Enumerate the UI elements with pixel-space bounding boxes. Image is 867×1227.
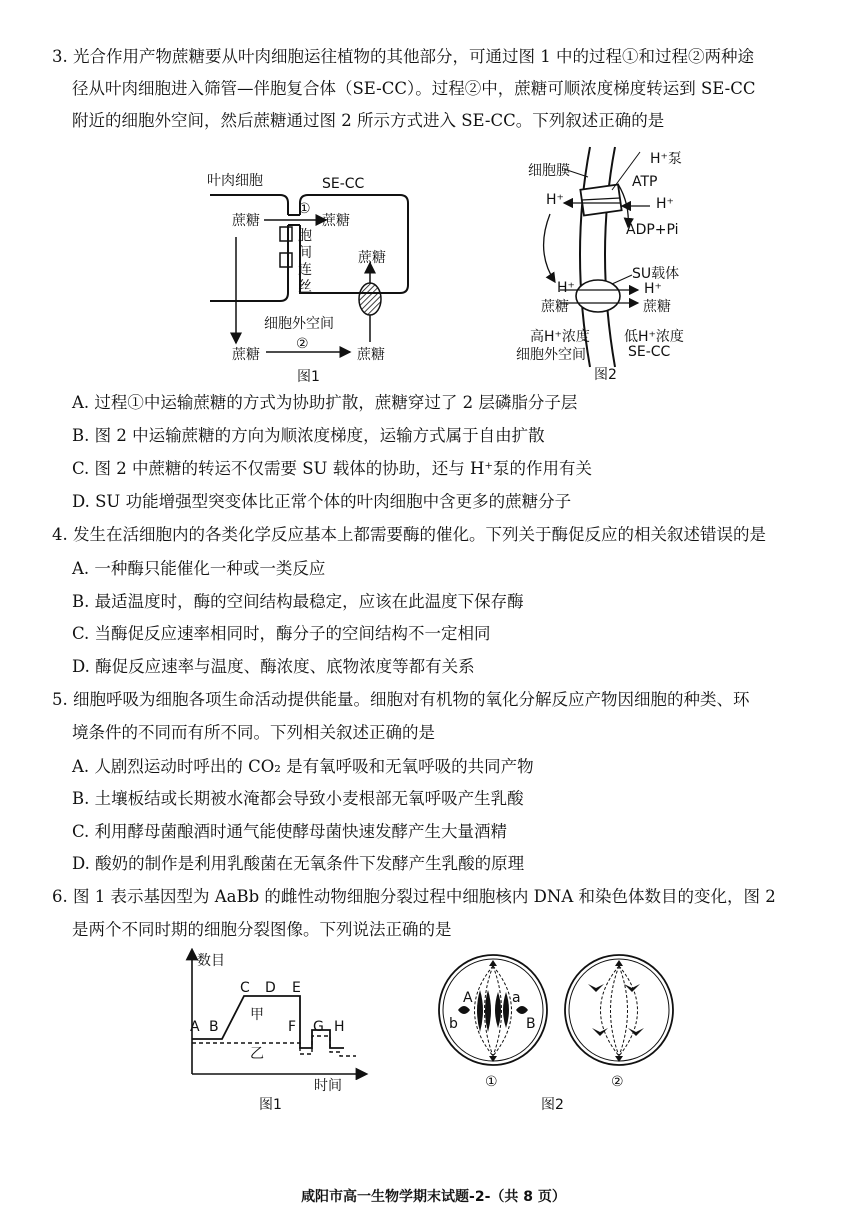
high-h-label: 高H⁺浓度: [530, 329, 590, 345]
point-a-label: A: [190, 1019, 200, 1035]
q4-stem-line-1: 4. 发生在活细胞内的各类化学反应基本上都需要酶的催化。下列关于酶促反应的相关叙述错误的是: [52, 525, 766, 544]
membrane-label: 细胞膜: [528, 163, 570, 179]
secc-label: SE-CC: [628, 344, 671, 360]
q4-option-c: C. 当酶促反应速率相同时，酶分子的空间结构不一定相同: [72, 624, 491, 643]
q3-option-d: D. SU 功能增强型突变体比正常个体的叶肉细胞中含更多的蔗糖分子: [72, 492, 572, 511]
graph-x-label: 时间: [314, 1078, 342, 1094]
sucrose-label: 蔗糖: [322, 213, 350, 229]
q5-option-c: C. 利用酵母菌酿酒时通气能使酵母菌快速发酵产生大量酒精: [72, 822, 508, 841]
point-b-label: B: [209, 1019, 219, 1035]
q6-stem-line-1: 6. 图 1 表示基因型为 AaBb 的雌性动物细胞分裂过程中细胞核内 DNA 和染色体数目的变化，图 2: [52, 887, 776, 906]
q3-stem-line-1: 3. 光合作用产物蔗糖要从叶肉细胞运往植物的其他部分，可通过图 1 中的过程①和过程②两种途: [52, 47, 754, 66]
su-carrier-hatched: [359, 283, 381, 315]
q5-option-a: A. 人剧烈运动时呼出的 CO₂ 是有氧呼吸和无氧呼吸的共同产物: [72, 757, 534, 776]
q5-option-b: B. 土壤板结或长期被水淹都会导致小麦根部无氧呼吸产生乳酸: [72, 789, 524, 808]
h-plus-label: H⁺: [644, 281, 662, 297]
gene-a-lower: a: [512, 990, 521, 1006]
cell-2-label: ②: [611, 1074, 624, 1090]
point-h-label: H: [334, 1019, 345, 1035]
low-h-label: 低H⁺浓度: [624, 329, 684, 345]
gene-b-upper: B: [526, 1016, 536, 1032]
series-jia-label: 甲: [250, 1007, 264, 1023]
h-plus-label: H⁺: [656, 196, 674, 212]
h-plus-label: H⁺: [546, 192, 564, 208]
graph-y-label: 数目: [197, 953, 225, 969]
h-plus-label: H⁺: [557, 280, 575, 296]
q3-option-c: C. 图 2 中蔗糖的转运不仅需要 SU 载体的协助，还与 H⁺泵的作用有关: [72, 459, 593, 478]
sucrose-label: 蔗糖: [357, 347, 385, 363]
plasmodesmata-char-2: 间: [298, 245, 312, 261]
sucrose-label: 蔗糖: [232, 213, 260, 229]
figure-2-caption: 图2: [594, 367, 617, 383]
q5-option-d: D. 酸奶的制作是利用乳酸菌在无氧条件下发酵产生乳酸的原理: [72, 854, 525, 873]
plasmodesmata-char-1: 胞: [298, 228, 312, 244]
q3-stem-line-2: 径从叶肉细胞进入筛管—伴胞复合体（SE-CC）。过程②中，蔗糖可顺浓度梯度转运到 SE-CC: [72, 79, 756, 98]
adp-label: ADP+Pi: [626, 222, 679, 238]
plasmodesmata-char-4: 丝: [298, 279, 312, 295]
sucrose-label: 蔗糖: [541, 299, 569, 315]
gene-a-upper: A: [463, 990, 473, 1006]
q4-option-b: B. 最适温度时，酶的空间结构最稳定，应该在此温度下保存酶: [72, 592, 524, 611]
point-e-label: E: [292, 980, 301, 996]
point-f-label: F: [288, 1019, 297, 1035]
q5-stem-line-1: 5. 细胞呼吸为细胞各项生命活动提供能量。细胞对有机物的氧化分解反应产物因细胞的种类、环: [52, 690, 750, 709]
series-yi-label: 乙: [250, 1046, 264, 1062]
q6-figure-2-cells: [436, 952, 676, 1072]
point-g-label: G: [313, 1019, 324, 1035]
process-2-label: ②: [296, 336, 309, 352]
atp-label: ATP: [632, 174, 658, 190]
point-d-label: D: [265, 980, 276, 996]
extracellular-label: 细胞外空间: [264, 316, 334, 332]
q4-option-a: A. 一种酶只能催化一种或一类反应: [72, 559, 326, 578]
sucrose-label: 蔗糖: [643, 299, 671, 315]
q3-option-b: B. 图 2 中运输蔗糖的方向为顺浓度梯度，运输方式属于自由扩散: [72, 426, 545, 445]
secc-label: SE-CC: [322, 176, 365, 192]
h-pump-label: H⁺泵: [650, 151, 682, 167]
point-c-label: C: [240, 980, 250, 996]
page-footer: 咸阳市高一生物学期末试题-2-（共 8 页）: [301, 1189, 566, 1205]
cell-1-label: ①: [485, 1074, 498, 1090]
q6-figure-1-caption: 图1: [259, 1097, 282, 1113]
process-1-label: ①: [298, 201, 311, 217]
sucrose-label: 蔗糖: [358, 250, 386, 266]
plasmodesmata-char-3: 连: [298, 262, 312, 278]
figure-1-caption: 图1: [297, 369, 320, 385]
q6-stem-line-2: 是两个不同时期的细胞分裂图像。下列说法正确的是: [72, 920, 452, 939]
q5-stem-line-2: 境条件的不同而有所不同。下列相关叙述正确的是: [72, 723, 435, 742]
su-carrier-label: SU载体: [632, 266, 680, 282]
q3-stem-line-3: 附近的细胞外空间，然后蔗糖通过图 2 所示方式进入 SE-CC。下列叙述正确的是: [72, 111, 665, 130]
extracellular-label: 细胞外空间: [516, 347, 586, 363]
q3-option-a: A. 过程①中运输蔗糖的方式为协助扩散，蔗糖穿过了 2 层磷脂分子层: [72, 393, 578, 412]
gene-b-lower: b: [449, 1016, 458, 1032]
sucrose-label: 蔗糖: [232, 347, 260, 363]
q4-option-d: D. 酶促反应速率与温度、酶浓度、底物浓度等都有关系: [72, 657, 475, 676]
mesophyll-label: 叶肉细胞: [207, 173, 263, 189]
q6-figure-2-caption: 图2: [541, 1097, 564, 1113]
